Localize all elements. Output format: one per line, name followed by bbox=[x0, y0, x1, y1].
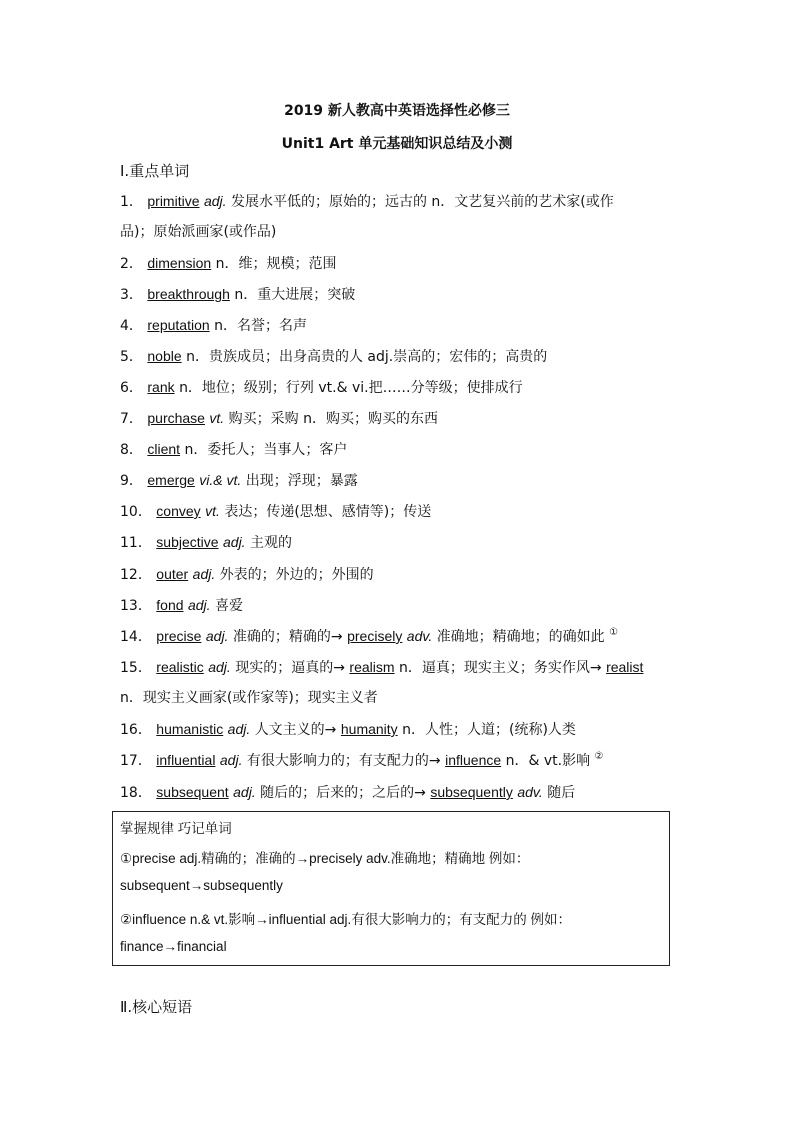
vocab-word: emerge bbox=[147, 472, 195, 488]
part-of-speech: adj. bbox=[208, 659, 231, 675]
definition: 随后 bbox=[547, 785, 576, 801]
part-of-speech: adj. bbox=[233, 784, 256, 800]
vocab-word: rank bbox=[147, 379, 175, 395]
vocab-line bbox=[120, 782, 575, 803]
item-number: 8． bbox=[120, 442, 143, 458]
definition: 有很大影响力的；有支配力的→ bbox=[246, 753, 441, 769]
part-of-speech: adj. bbox=[205, 628, 229, 644]
derived-word: subsequently bbox=[430, 784, 513, 800]
vocab-line bbox=[120, 657, 643, 678]
definition: n．地位；级别；行列 vt.& vi.把……分等级；使排成行 bbox=[179, 380, 523, 396]
section-heading-words: Ⅰ.重点单词 bbox=[120, 162, 190, 180]
derived-word: precisely bbox=[347, 628, 403, 644]
part-of-speech: adj. bbox=[187, 597, 211, 613]
definition: n．委托人；当事人；客户 bbox=[184, 442, 348, 458]
vocab-word: outer bbox=[156, 566, 189, 582]
item-number: 16． bbox=[120, 722, 152, 738]
vocab-word: realistic bbox=[156, 659, 204, 675]
vocab-word: dimension bbox=[147, 255, 212, 271]
vocab-line bbox=[120, 750, 604, 771]
vocab-word: primitive bbox=[147, 193, 200, 209]
derived-word: realist bbox=[606, 659, 644, 675]
item-number: 1． bbox=[120, 194, 143, 210]
item-number: 18． bbox=[120, 785, 152, 801]
tips-box bbox=[112, 811, 670, 966]
vocab-word: subsequent bbox=[156, 784, 229, 800]
tips-heading: 掌握规律 巧记单词 bbox=[120, 821, 232, 836]
definition: 外表的；外边的；外围的 bbox=[219, 567, 374, 583]
vocab-word: client bbox=[147, 441, 181, 457]
definition: 随后的；后来的；之后的→ bbox=[260, 785, 426, 801]
tips-line-2: subsequent→subsequently bbox=[120, 878, 283, 893]
definition: n．人性；人道；(统称)人类 bbox=[402, 722, 576, 738]
definition: n．& vt.影响 bbox=[505, 753, 591, 769]
definition: 喜爱 bbox=[215, 598, 244, 614]
vocab-line bbox=[120, 439, 347, 460]
definition: 发展水平低的；原始的；远古的 n．文艺复兴前的艺术家(或作 bbox=[230, 194, 614, 210]
footnote-mark: ① bbox=[609, 627, 619, 638]
section-heading-phrases: Ⅱ.核心短语 bbox=[120, 998, 193, 1016]
tips-line-4: finance→financial bbox=[120, 939, 227, 954]
item-number: 10． bbox=[120, 504, 152, 520]
part-of-speech: vi.& vt. bbox=[199, 472, 242, 488]
vocab-word: fond bbox=[156, 597, 184, 613]
vocab-line bbox=[120, 346, 547, 367]
vocab-line bbox=[120, 626, 618, 647]
item-number: 11． bbox=[120, 535, 152, 551]
derived-word: humanity bbox=[340, 721, 398, 737]
vocab-line bbox=[120, 564, 374, 585]
definition: 品)；原始派画家(或作品) bbox=[120, 224, 277, 240]
item-number: 17． bbox=[120, 753, 152, 769]
definition: n．名誉；名声 bbox=[214, 318, 307, 334]
definition: 出现；浮现；暴露 bbox=[245, 473, 358, 489]
derived-word: influence bbox=[445, 752, 502, 768]
vocab-word: precise bbox=[156, 628, 202, 644]
part-of-speech: adv. bbox=[517, 784, 543, 800]
part-of-speech: adj. bbox=[227, 721, 251, 737]
definition: 人文主义的→ bbox=[254, 722, 337, 738]
vocab-word: influential bbox=[156, 752, 216, 768]
definition: n．贵族成员；出身高贵的人 adj.崇高的；宏伟的；高贵的 bbox=[186, 349, 548, 365]
vocab-word: noble bbox=[147, 348, 182, 364]
vocab-line bbox=[120, 284, 355, 305]
vocab-line bbox=[120, 191, 614, 212]
derived-word: realism bbox=[349, 659, 395, 675]
item-number: 5． bbox=[120, 349, 143, 365]
part-of-speech: vt. bbox=[205, 503, 220, 519]
item-number: 12． bbox=[120, 567, 152, 583]
item-number: 6． bbox=[120, 380, 143, 396]
vocab-line bbox=[120, 377, 523, 398]
item-number: 3． bbox=[120, 287, 143, 303]
definition: n．维；规模；范围 bbox=[215, 256, 337, 272]
item-number: 15． bbox=[120, 660, 152, 676]
definition: n．重大进展；突破 bbox=[234, 287, 356, 303]
part-of-speech: adj. bbox=[192, 566, 216, 582]
vocab-word: humanistic bbox=[156, 721, 224, 737]
tips-line-3: ②influence n.& vt.影响→influential adj.有很大影响力的；有支配力的 例如： bbox=[120, 912, 571, 927]
definition: 现实的；逼真的→ bbox=[235, 660, 345, 676]
item-number: 2． bbox=[120, 256, 143, 272]
definition: n．逼真；现实主义；务实作风→ bbox=[399, 660, 602, 676]
part-of-speech: adj. bbox=[203, 193, 227, 209]
footnote-mark: ② bbox=[594, 751, 604, 762]
vocab-line bbox=[120, 688, 378, 708]
vocab-line bbox=[120, 315, 307, 336]
vocab-line bbox=[120, 408, 438, 429]
item-number: 4． bbox=[120, 318, 143, 334]
part-of-speech: adj. bbox=[219, 752, 243, 768]
vocab-word: purchase bbox=[147, 410, 205, 426]
vocab-line bbox=[120, 253, 337, 274]
vocab-word: reputation bbox=[147, 317, 210, 333]
item-number: 7． bbox=[120, 411, 143, 427]
definition: 购买；采购 n．购买；购买的东西 bbox=[228, 411, 438, 427]
vocab-word: convey bbox=[156, 503, 201, 519]
document-title: 2019 新人教高中英语选择性必修三 bbox=[284, 103, 510, 119]
definition: n．现实主义画家(或作家等)；现实主义者 bbox=[120, 690, 378, 706]
definition: 主观的 bbox=[250, 535, 293, 551]
item-number: 9． bbox=[120, 473, 143, 489]
vocab-line bbox=[120, 719, 576, 740]
vocab-line bbox=[120, 470, 358, 491]
item-number: 13． bbox=[120, 598, 152, 614]
definition: 准确地；精确地；的确如此 bbox=[436, 629, 605, 645]
part-of-speech: vt. bbox=[209, 410, 225, 426]
part-of-speech: adv. bbox=[406, 628, 433, 644]
vocab-line bbox=[120, 222, 276, 242]
vocab-line bbox=[120, 532, 292, 553]
vocab-line bbox=[120, 595, 243, 616]
vocab-word: subjective bbox=[156, 534, 219, 550]
definition: 准确的；精确的→ bbox=[232, 629, 343, 645]
vocab-line bbox=[120, 501, 431, 522]
definition: 表达；传递(思想、感情等)；传送 bbox=[224, 504, 432, 520]
item-number: 14． bbox=[120, 629, 152, 645]
part-of-speech: adj. bbox=[223, 534, 246, 550]
tips-line-1: ①precise adj.精确的；准确的→precisely adv.准确地；精确地 例如： bbox=[120, 851, 530, 866]
document-subtitle: Unit1 Art 单元基础知识总结及小测 bbox=[281, 136, 513, 152]
vocab-word: breakthrough bbox=[147, 286, 230, 302]
